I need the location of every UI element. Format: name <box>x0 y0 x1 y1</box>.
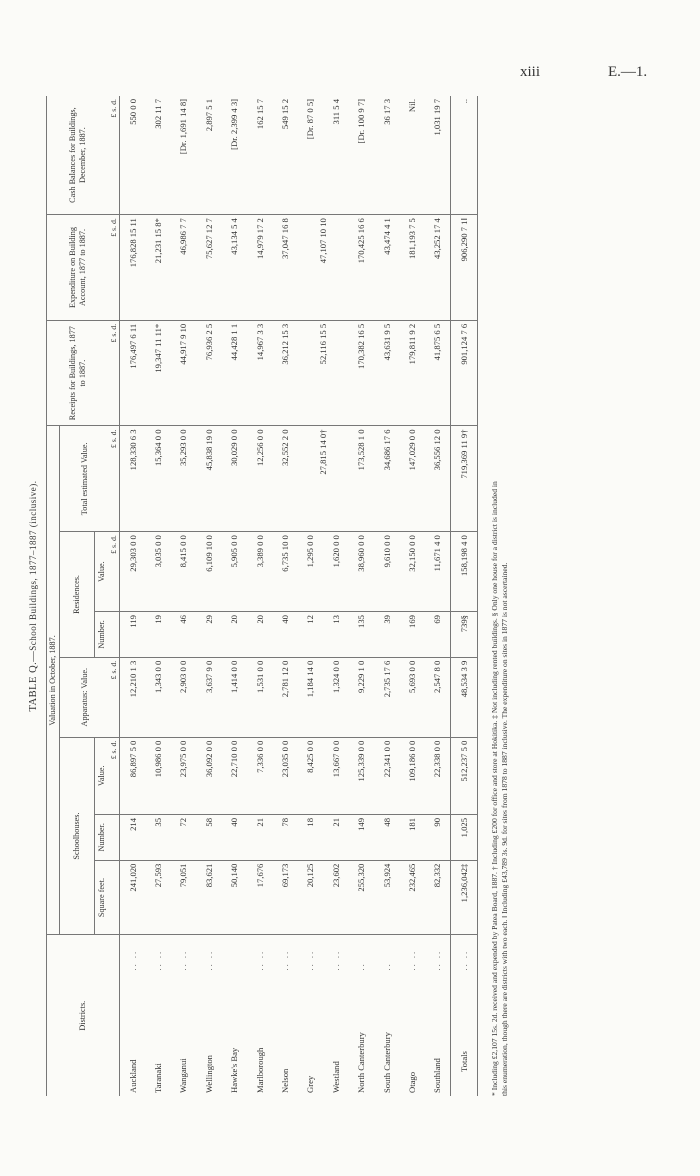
footnotes <box>490 96 510 1096</box>
district-name: Grey <box>305 1075 316 1093</box>
table-row <box>120 96 146 1096</box>
leader-dots: .. .. <box>178 949 189 971</box>
number-cell: 21 <box>323 814 348 860</box>
balance-cell: 162 15 7 <box>247 96 272 215</box>
receipts-cell: 36,212 15 3 <box>272 320 297 426</box>
apparatus-cell: 2,781 12 0 <box>272 657 297 737</box>
footnote-line: this enumeration, though there are districts with two each. ‖ Including £43,789 3s. 9d. for sites from 1878 to 1887 inclusive. The expenditure on sites in 1877 is not ascertained. <box>500 562 509 1096</box>
apparatus-cell: 1,343 0 0 <box>145 657 170 737</box>
value-cell: 23,035 0 0 <box>272 737 297 814</box>
residence-value-total: 158,198 4 0 <box>451 532 478 612</box>
number-cell: 214 <box>120 814 146 860</box>
apparatus-cell: 2,903 0 0 <box>171 657 196 737</box>
table-row <box>374 96 399 1096</box>
unit-label: £ s. d. <box>109 96 120 215</box>
value-cell: 36,092 0 0 <box>196 737 221 814</box>
residence-number-cell: 40 <box>272 612 297 658</box>
apparatus-cell: 1,414 0 0 <box>222 657 247 737</box>
square-feet-cell: 17,676 <box>247 860 272 935</box>
number-cell: 181 <box>399 814 424 860</box>
number-cell: 149 <box>349 814 374 860</box>
receipts-cell: 41,875 6 5 <box>425 320 451 426</box>
receipts-cell: 44,917 9 10 <box>171 320 196 426</box>
total-value-cell: 32,552 2 0 <box>272 426 297 532</box>
residence-number-cell: 13 <box>323 612 348 658</box>
balance-cell: [Dr. 1,691 14 8] <box>171 96 196 215</box>
district-name: Hawke's Bay <box>229 1047 240 1093</box>
table-row <box>145 96 170 1096</box>
district-name: Wanganui <box>178 1058 189 1093</box>
apparatus-cell: 12,210 1 3 <box>120 657 146 737</box>
number-cell: 78 <box>272 814 297 860</box>
footnote-line: * Including £2,107 15s. 2d. received and expended by Patea Board, 1887. † Including £200 for office and store at Hokitika. ‡ Not including rented buildings. § Only one house for a district is included in <box>490 481 499 1096</box>
total-value-cell: 36,556 12 0 <box>425 426 451 532</box>
table-row <box>222 96 247 1096</box>
residence-number-cell: 119 <box>120 612 146 658</box>
balance-cell: 2,897 5 1 <box>196 96 221 215</box>
expenditure-cell: 176,828 15 11 <box>120 215 146 321</box>
receipts-cell: 76,936 2 5 <box>196 320 221 426</box>
square-feet-cell: 69,173 <box>272 860 297 935</box>
apparatus-cell: 5,693 0 0 <box>399 657 424 737</box>
table-title <box>28 96 39 1096</box>
residence-number-total: 739§ <box>451 612 478 658</box>
value-cell: 7,336 0 0 <box>247 737 272 814</box>
residence-number-cell: 135 <box>349 612 374 658</box>
apparatus-cell: 1,184 14 0 <box>298 657 323 737</box>
total-value-cell: 27,815 14 0† <box>298 426 349 532</box>
receipts-total: 901,124 7 6 <box>451 320 478 426</box>
residence-number-cell: 20 <box>222 612 247 658</box>
number-cell: 58 <box>196 814 221 860</box>
table-row <box>171 96 196 1096</box>
unit-label: £ s. d. <box>109 320 120 426</box>
rotated-table-page <box>14 96 554 1096</box>
receipts-cell: 14,967 3 3 <box>247 320 272 426</box>
residence-value-cell: 1,620 0 0 <box>323 532 348 612</box>
leader-dots <box>222 935 247 974</box>
number-cell: 90 <box>425 814 451 860</box>
unit-label: £ s. d. <box>109 426 120 532</box>
number-header: Number. <box>95 814 110 860</box>
balance-cell: [Dr. 100 9 7] <box>349 96 374 215</box>
residence-number-cell: 39 <box>374 612 399 658</box>
document-code: E.—1. <box>608 64 648 80</box>
schoolhouses-header: Schoolhouses. <box>60 737 95 935</box>
balance-total: .. <box>451 96 478 215</box>
square-feet-header: Square feet. <box>95 860 110 935</box>
receipts-cell: 170,382 16 5 <box>349 320 374 426</box>
expenditure-cell: 47,107 10 10 <box>298 215 349 321</box>
value-cell: 22,338 0 0 <box>425 737 451 814</box>
residence-number-cell: 20 <box>247 612 272 658</box>
square-feet-cell: 50,140 <box>222 860 247 935</box>
unit-label: £ s. d. <box>109 215 120 321</box>
residence-value-cell: 32,150 0 0 <box>399 532 424 612</box>
receipts-cell: 19,347 11 11* <box>145 320 170 426</box>
balance-cell: 1,031 19 7 <box>425 96 451 215</box>
receipts-cell: 44,428 1 1 <box>222 320 247 426</box>
leader-dots: .. .. <box>254 949 265 971</box>
table-title-main: School Buildings, 1877–1887 (inclusive). <box>28 480 38 651</box>
district-name: South Canterbury <box>381 1032 392 1093</box>
district-name: Nelson <box>280 1068 291 1093</box>
residence-number-cell: 19 <box>145 612 170 658</box>
number-total: 1,025 <box>451 814 478 860</box>
square-feet-cell: 79,051 <box>171 860 196 935</box>
balance-cell: 36 17 3 <box>374 96 399 215</box>
total-value-header: Total estimated Value. <box>60 426 110 532</box>
residence-number-cell: 46 <box>171 612 196 658</box>
expenditure-cell: 14,979 17 2 <box>247 215 272 321</box>
leader-dots: .. .. <box>127 949 138 971</box>
residences-header: Residences. <box>60 532 95 658</box>
expenditure-cell: 170,425 16 6 <box>349 215 374 321</box>
expenditure-cell: 21,231 15 8* <box>145 215 170 321</box>
number-cell: 48 <box>374 814 399 860</box>
total-value-cell: 30,029 0 0 <box>222 426 247 532</box>
valuation-header: Valuation in October, 1887. <box>47 426 60 935</box>
apparatus-header: Apparatus: Value. <box>60 657 110 737</box>
leader-dots: .. <box>356 962 367 971</box>
unit-label: £ s. d. <box>109 657 120 737</box>
leader-dots: .. .. <box>330 949 341 971</box>
total-value-cell: 173,528 1 0 <box>349 426 374 532</box>
square-feet-cell: 23,602 <box>323 860 348 935</box>
total-value-total: 719,369 11 9† <box>451 426 478 532</box>
residence-value-cell: 6,109 10 0 <box>196 532 221 612</box>
total-value-cell: 128,330 6 3 <box>120 426 146 532</box>
residence-value-header: Value. <box>95 532 110 612</box>
total-value-cell: 147,029 0 0 <box>399 426 424 532</box>
expenditure-header: Expenditure on Building Account, 1877 to 1887. <box>47 215 110 321</box>
balance-cell: [Dr. 87 0 5] <box>298 96 323 215</box>
page-number: xiii <box>520 64 541 80</box>
apparatus-cell: 3,637 9 0 <box>196 657 221 737</box>
leader-dots: .. .. <box>203 949 214 971</box>
balance-cell: Nil. <box>399 96 424 215</box>
value-header: Value. <box>95 737 110 814</box>
expenditure-total: 906,290 7 1‖ <box>451 215 478 321</box>
residence-value-cell: 1,295 0 0 <box>298 532 323 612</box>
apparatus-cell: 2,735 17 6 <box>374 657 399 737</box>
table-title-prefix: TABLE Q.— <box>28 650 39 712</box>
district-name: North Canterbury <box>356 1032 367 1093</box>
expenditure-cell: 43,134 5 4 <box>222 215 247 321</box>
table-row <box>247 96 272 1096</box>
residence-number-cell: 169 <box>399 612 424 658</box>
table-row <box>272 96 297 1096</box>
square-feet-cell: 255,320 <box>349 860 374 935</box>
number-cell: 21 <box>247 814 272 860</box>
table-row <box>399 96 424 1096</box>
total-value-cell: 15,364 0 0 <box>145 426 170 532</box>
expenditure-cell: 46,986 7 7 <box>171 215 196 321</box>
value-cell: 23,975 0 0 <box>171 737 196 814</box>
expenditure-cell: 181,193 7 5 <box>399 215 424 321</box>
balance-cell: 550 0 0 <box>120 96 146 215</box>
number-cell: 72 <box>171 814 196 860</box>
residence-value-cell: 6,735 10 0 <box>272 532 297 612</box>
district-name: Marlborough <box>254 1047 265 1093</box>
residence-value-cell: 5,905 0 0 <box>222 532 247 612</box>
leader-dots: .. .. <box>406 949 417 971</box>
total-value-cell: 35,293 0 0 <box>171 426 196 532</box>
district-name: Auckland <box>127 1059 138 1093</box>
table-row <box>298 96 323 1096</box>
total-value-cell: 45,838 19 0 <box>196 426 221 532</box>
apparatus-cell: 9,229 1 0 <box>349 657 374 737</box>
expenditure-cell: 43,252 17 4 <box>425 215 451 321</box>
totals-label: Totals <box>451 974 478 1096</box>
leader-dots: .. .. <box>432 949 443 971</box>
apparatus-cell: 1,531 0 0 <box>247 657 272 737</box>
square-feet-cell: 82,332 <box>425 860 451 935</box>
residence-value-cell: 3,035 0 0 <box>145 532 170 612</box>
residence-value-cell: 29,303 0 0 <box>120 532 146 612</box>
residence-value-cell: 11,671 4 0 <box>425 532 451 612</box>
balance-cell: 549 15 2 <box>272 96 297 215</box>
leader-dots: .. .. <box>305 949 316 971</box>
square-feet-cell: 83,621 <box>196 860 221 935</box>
value-cell: 125,339 0 0 <box>349 737 374 814</box>
total-value-cell: 34,686 17 6 <box>374 426 399 532</box>
square-feet-cell: 53,924 <box>374 860 399 935</box>
receipts-header: Receipts for Buildings, 1877 to 1887. <box>47 320 110 426</box>
table-row <box>196 96 221 1096</box>
square-feet-cell: 241,020 <box>120 860 146 935</box>
balances-header: Cash Balances for Buildings, December, 1887. <box>47 96 110 215</box>
number-cell: 35 <box>145 814 170 860</box>
balance-cell: 302 11 7 <box>145 96 170 215</box>
unit-label: £ s. d. <box>109 532 120 612</box>
leader-dots: .. .. <box>280 949 291 971</box>
districts-header: Districts. <box>47 935 120 1096</box>
residence-value-cell: 9,610 0 0 <box>374 532 399 612</box>
value-cell: 22,710 0 0 <box>222 737 247 814</box>
value-cell: 13,667 0 0 <box>323 737 348 814</box>
residence-value-cell: 8,415 0 0 <box>171 532 196 612</box>
residence-number-header: Number. <box>95 612 110 658</box>
total-value-cell: 12,256 0 0 <box>247 426 272 532</box>
balance-cell: 311 5 4 <box>323 96 348 215</box>
apparatus-total: 48,534 3 9 <box>451 657 478 737</box>
district-name: Westland <box>330 1061 341 1093</box>
value-cell: 86,897 5 0 <box>120 737 146 814</box>
receipts-cell: 179,811 9 2 <box>399 320 424 426</box>
value-cell: 10,986 0 0 <box>145 737 170 814</box>
expenditure-cell: 37,047 16 8 <box>272 215 297 321</box>
balance-cell: [Dr. 2,399 4 3] <box>222 96 247 215</box>
receipts-cell: 176,497 6 11 <box>120 320 146 426</box>
square-feet-cell: 20,125 <box>298 860 323 935</box>
unit-label: £ s. d. <box>109 737 120 814</box>
residence-number-cell: 69 <box>425 612 451 658</box>
district-name: Otago <box>406 1071 417 1093</box>
receipts-cell: 43,631 9 5 <box>374 320 399 426</box>
value-cell: 109,186 0 0 <box>399 737 424 814</box>
value-total: 512,237 5 0 <box>451 737 478 814</box>
expenditure-cell: 75,627 12 7 <box>196 215 221 321</box>
district-name: Wellington <box>203 1055 214 1093</box>
district-name: Southland <box>432 1058 443 1093</box>
square-feet-cell: 27,593 <box>145 860 170 935</box>
table-row <box>349 96 374 1096</box>
totals-row <box>451 96 478 1096</box>
residence-value-cell: 3,389 0 0 <box>247 532 272 612</box>
value-cell: 8,425 0 0 <box>298 737 323 814</box>
residence-number-cell: 12 <box>298 612 323 658</box>
expenditure-cell: 43,474 4 1 <box>374 215 399 321</box>
number-cell: 18 <box>298 814 323 860</box>
receipts-cell: 52,116 15 5 <box>298 320 349 426</box>
residence-number-cell: 29 <box>196 612 221 658</box>
school-buildings-table <box>46 96 478 1096</box>
leader-dots: .. <box>381 962 392 971</box>
apparatus-cell: 2,547 8 0 <box>425 657 451 737</box>
number-cell: 40 <box>222 814 247 860</box>
residence-value-cell: 38,960 0 0 <box>349 532 374 612</box>
square-feet-cell: 232,465 <box>399 860 424 935</box>
apparatus-cell: 1,324 0 0 <box>323 657 348 737</box>
leader-dots: .. .. <box>451 935 478 974</box>
square-feet-total: 1,236,042‡ <box>451 860 478 935</box>
district-name: Taranaki <box>153 1063 164 1093</box>
table-row <box>425 96 451 1096</box>
leader-dots: .. .. <box>153 949 164 971</box>
value-cell: 22,341 0 0 <box>374 737 399 814</box>
